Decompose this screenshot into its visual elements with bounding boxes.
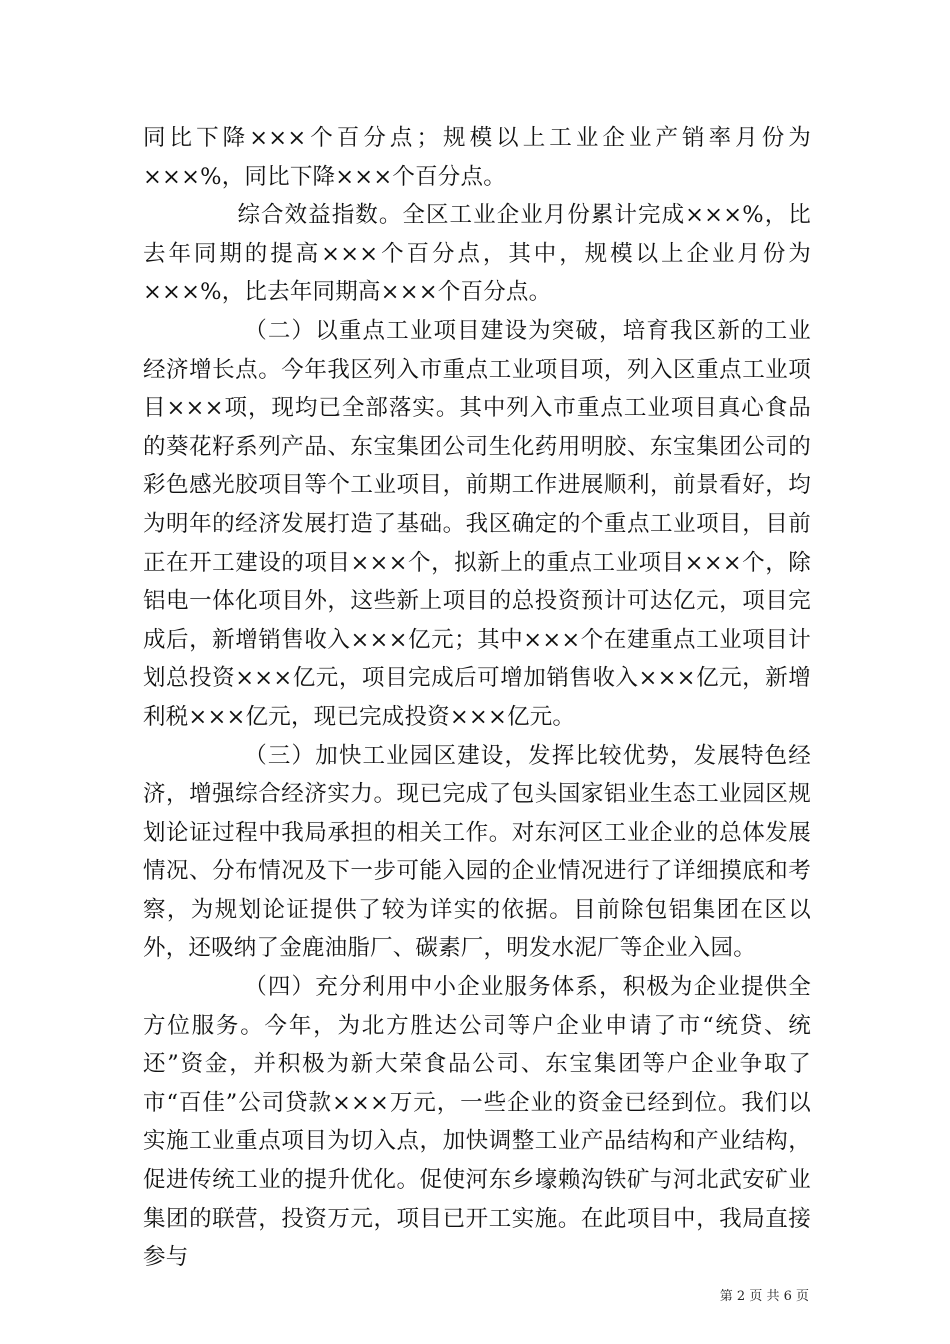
page-number-footer: 第 2 页 共 6 页 xyxy=(719,1289,809,1304)
paragraph-sme-services: （四）充分利用中小企业服务体系，积极为企业提供全方位服务。今年，为北方胜达公司等户企业申请了市“统贷、统还”资金，并积极为新大荣食品公司、东宝集团等户企业争取了市“百佳”公司贷款×××万元，一些企业的资金已经到位。我们以实施工业重点项目为切入点，加快调整工业产品结构和产业结构，促进传统工业的提升优化。促使河东乡壕赖沟铁矿与河北武安矿业集团的联营，投资万元，项目已开工实施。在此项目中，我局直接参与 xyxy=(143,974,811,1271)
paragraph-industrial-park: （三）加快工业园区建设，发挥比较优势，发展特色经济，增强综合经济实力。现已完成了包头国家铝业生态工业园区规划论证过程中我局承担的相关工作。对东河区工业企业的总体发展情况、分布情况及下一步可能入园的企业情况进行了详细摸底和考察，为规划论证提供了较为详实的依据。目前除包铝集团在区以外，还吸纳了金鹿油脂厂、碳素厂，明发水泥厂等企业入园。 xyxy=(143,742,811,962)
paragraph-key-projects: （二）以重点工业项目建设为突破，培育我区新的工业经济增长点。今年我区列入市重点工业项目项，列入区重点工业项目×××项，现均已全部落实。其中列入市重点工业项目真心食品的葵花籽系列产品、东宝集团公司生化药用明胶、东宝集团公司的彩色感光胶项目等个工业项目，前期工作进展顺利，前景看好，均为明年的经济发展打造了基础。我区确定的个重点工业项目，目前正在开工建设的项目×××个，拟新上的重点工业项目×××个，除铝电一体化项目外，这些新上项目的总投资预计可达亿元，项目完成后，新增销售收入×××亿元；其中×××个在建重点工业项目计划总投资×××亿元，项目完成后可增加销售收入×××亿元，新增利税×××亿元，现已完成投资×××亿元。 xyxy=(143,317,811,730)
paragraph-continued: 同比下降×××个百分点；规模以上工业企业产销率月份为×××%，同比下降×××个百分点。 xyxy=(143,125,811,190)
paragraph-efficiency-index: 综合效益指数。全区工业企业月份累计完成×××%，比去年同期的提高×××个百分点，其中，规模以上企业月份为×××%，比去年同期高×××个百分点。 xyxy=(143,202,811,306)
document-body xyxy=(143,119,811,1277)
